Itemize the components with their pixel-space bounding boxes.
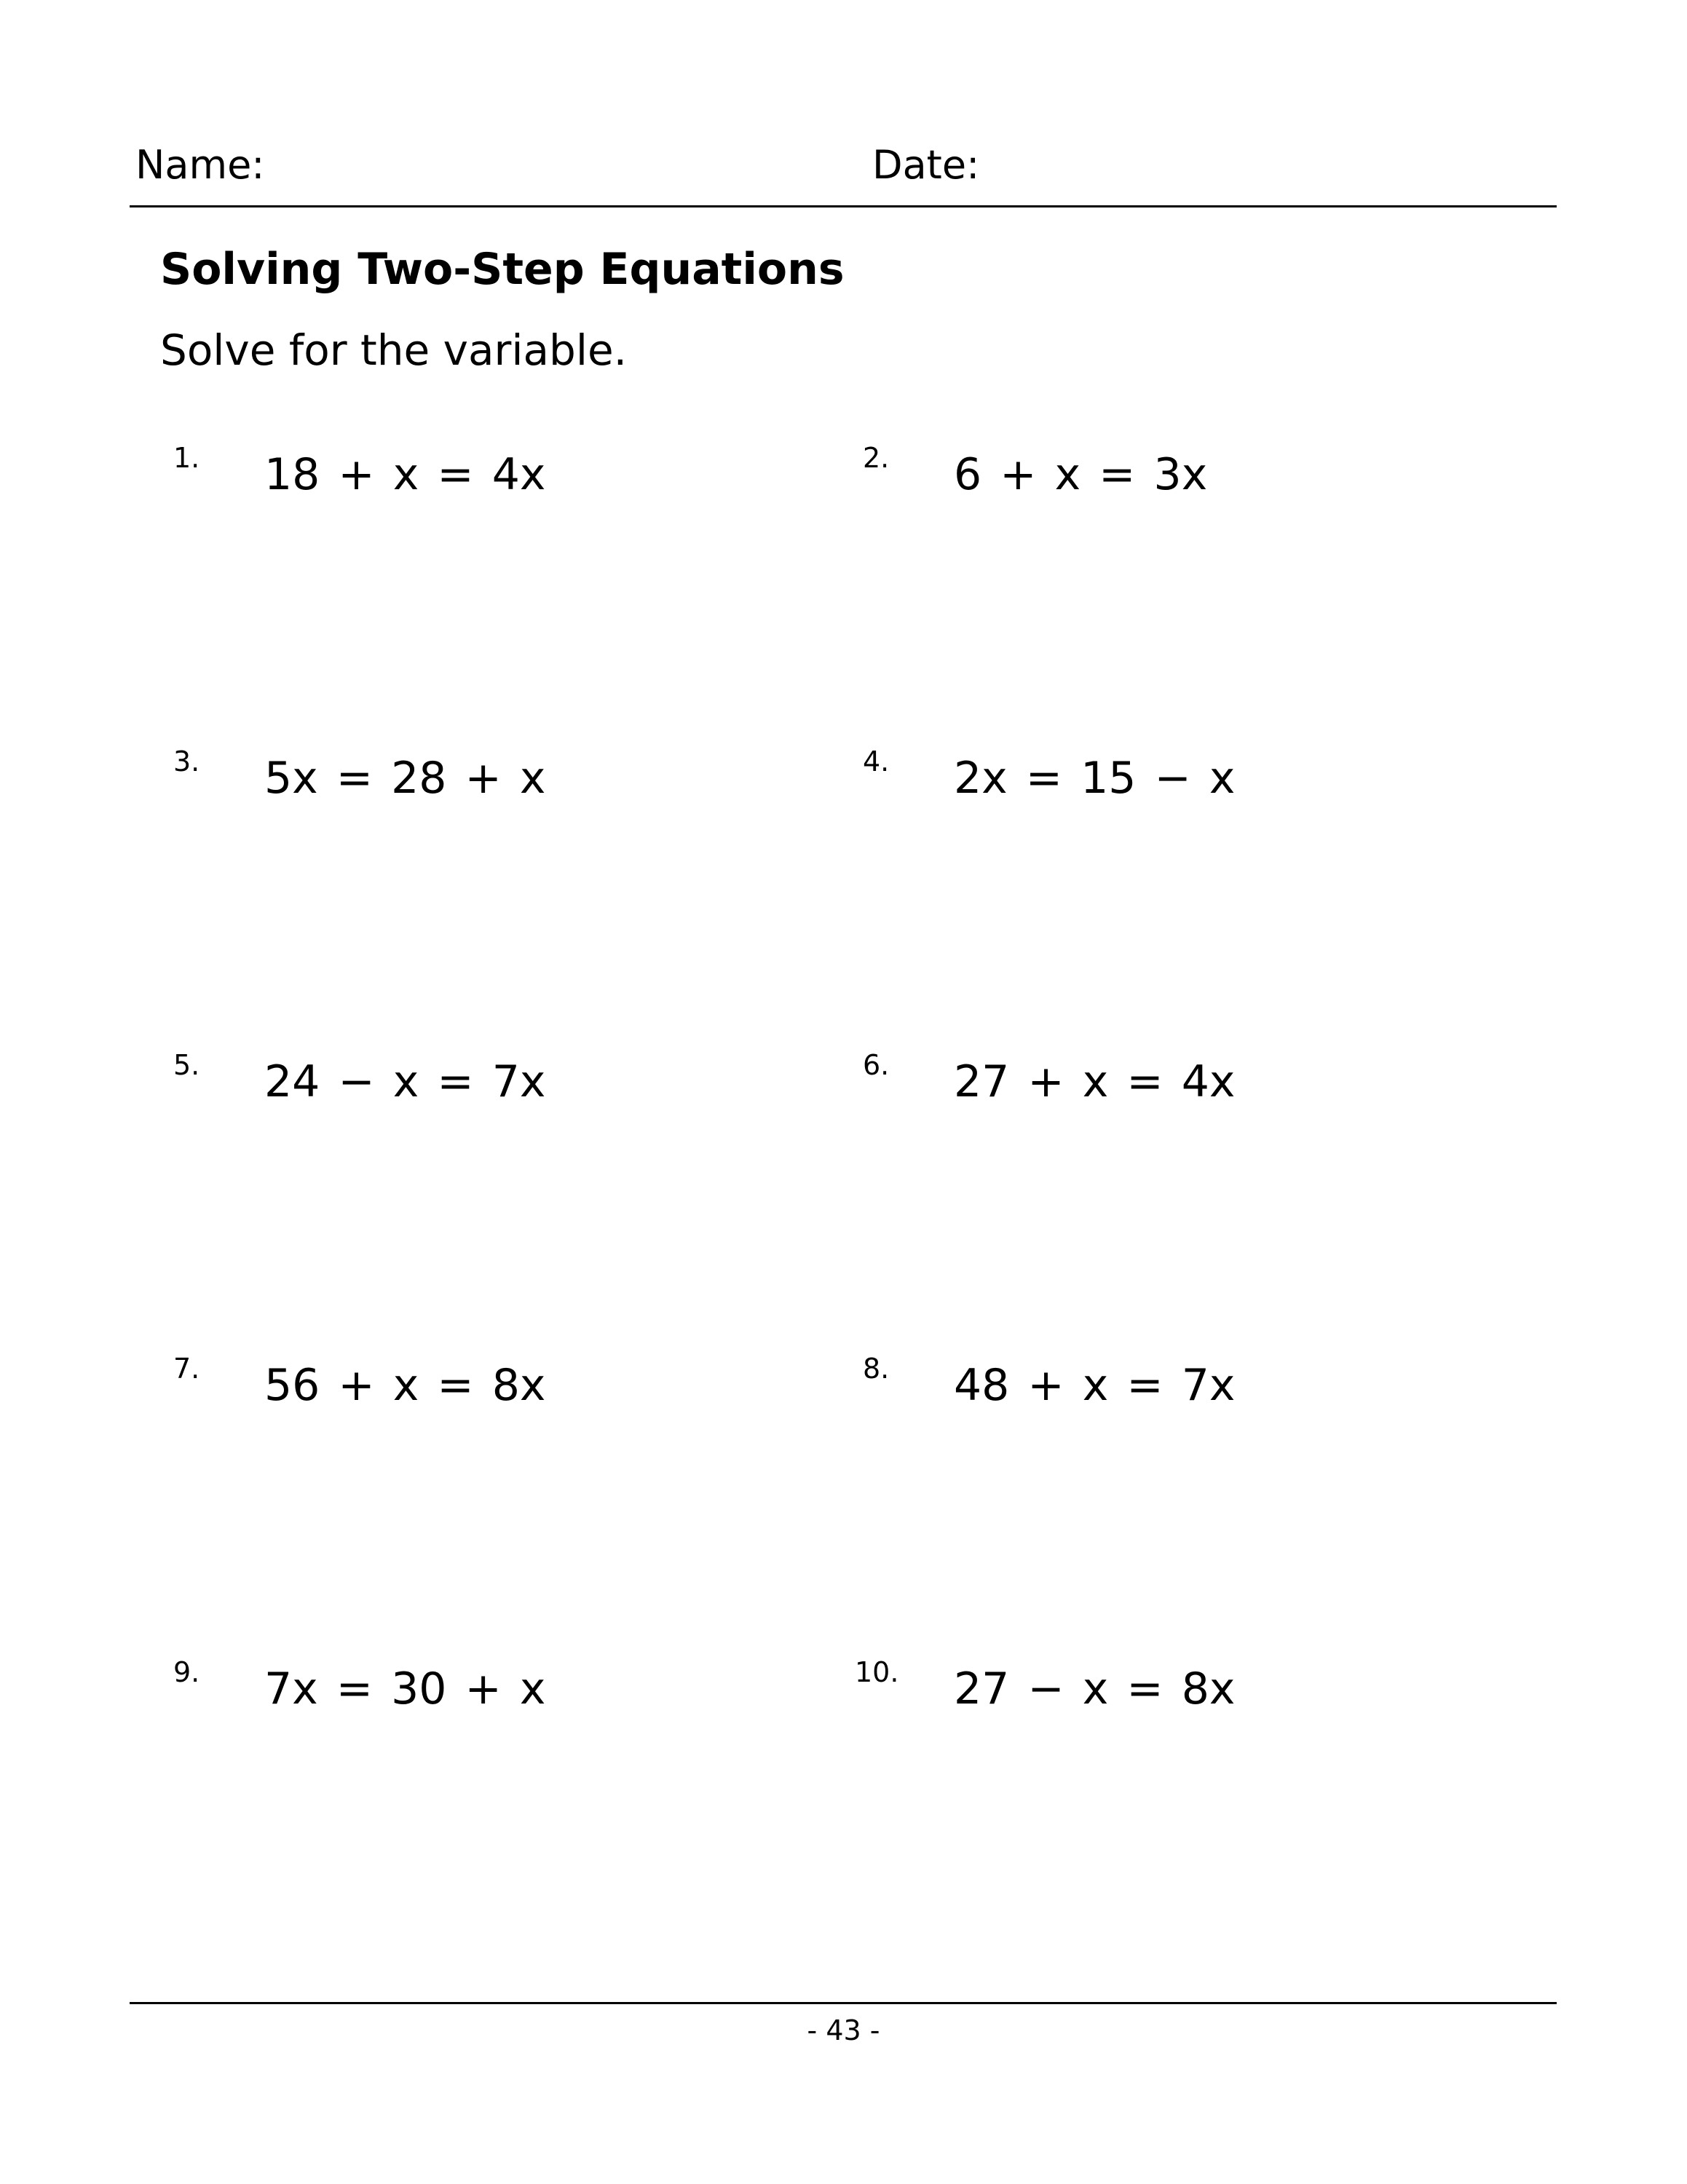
problem-3 <box>173 745 829 835</box>
problem-number: 6. <box>863 1049 890 1081</box>
footer-divider <box>130 2002 1557 2004</box>
problem-8 <box>863 1355 1518 1442</box>
problem-number: 1. <box>173 442 200 474</box>
problem-equation: 5x = 28 + x <box>264 753 546 804</box>
problem-equation: 56 + x = 8x <box>264 1360 546 1411</box>
problem-equation: 27 − x = 8x <box>954 1663 1236 1714</box>
problem-number: 8. <box>863 1353 890 1385</box>
problem-4 <box>863 745 1518 835</box>
problem-equation: 27 + x = 4x <box>954 1056 1236 1107</box>
problem-equation: 6 + x = 3x <box>954 449 1208 500</box>
problem-equation: 48 + x = 7x <box>954 1360 1236 1411</box>
problem-equation: 7x = 30 + x <box>264 1663 546 1714</box>
problem-number: 5. <box>173 1049 200 1081</box>
problem-5 <box>173 1051 829 1139</box>
problem-9 <box>173 1658 829 1746</box>
problem-equation: 18 + x = 4x <box>264 449 546 500</box>
problem-7 <box>173 1355 829 1442</box>
problem-2 <box>863 444 1518 531</box>
problem-number: 2. <box>863 442 890 474</box>
worksheet-instructions: Solve for the variable. <box>160 325 628 375</box>
problem-number: 3. <box>173 745 200 778</box>
page-number: - 43 - <box>807 2014 880 2046</box>
problem-1 <box>173 444 829 531</box>
problem-6 <box>863 1051 1518 1139</box>
worksheet-header <box>130 109 1557 207</box>
problem-number: 9. <box>173 1656 200 1688</box>
problem-number: 7. <box>173 1353 200 1385</box>
name-label: Name: <box>135 142 265 188</box>
problem-10 <box>855 1658 1510 1746</box>
problem-number: 4. <box>863 745 890 778</box>
date-label: Date: <box>872 142 980 188</box>
worksheet-title: Solving Two-Step Equations <box>160 244 845 295</box>
problem-equation: 2x = 15 − x <box>954 753 1236 804</box>
problem-equation: 24 − x = 7x <box>264 1056 546 1107</box>
problem-number: 10. <box>855 1656 899 1688</box>
